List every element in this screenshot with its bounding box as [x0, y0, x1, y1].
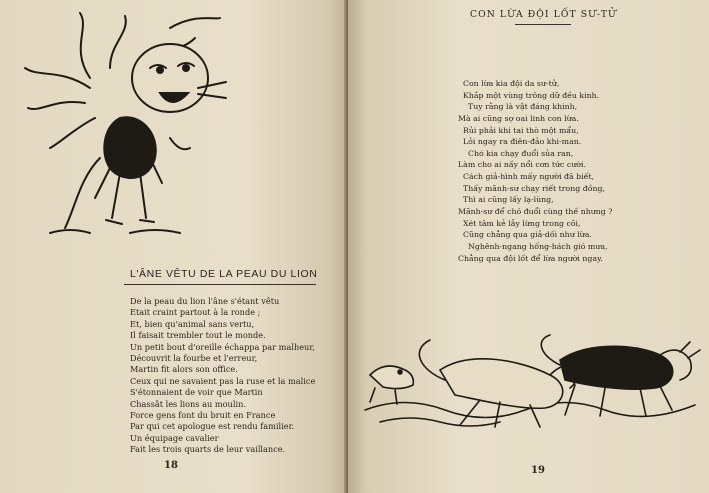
poem-line: Tuy rằng là vật đáng khinh,	[468, 102, 578, 112]
poem-line: Làm cho ai nấy nổi cơn tức cười.	[458, 160, 586, 170]
french-poem-title: L'ÂNE VÊTU DE LA PEAU DU LION	[130, 268, 318, 280]
vietnamese-poem-title: CON LỪA ĐỘI LỐT SƯ-TỬ	[470, 9, 617, 20]
poem-line: Un petit bout d'oreille échappa par malheur,	[130, 341, 315, 352]
poem-line: Mãnh-sư để chó đuổi cùng thế nhưng ?	[458, 207, 613, 217]
poem-line: Chó kia chạy đuổi sủa ran,	[468, 148, 574, 158]
poem-line: Khắp một vùng trông dữ đều kinh.	[463, 90, 600, 100]
animals-chase-illustration	[360, 330, 705, 430]
poem-line: Par qui cet apologue est rendu familier.	[130, 421, 295, 432]
poem-line: Chassât les lions au moulin.	[130, 398, 246, 409]
poem-line: Découvrit la fourbe et l'erreur,	[130, 352, 258, 363]
donkey-in-lion-skin-illustration	[20, 8, 230, 248]
poem-line: Force gens font du bruit en France	[130, 409, 276, 420]
page-number-right: 19	[531, 465, 545, 476]
poem-line: Chẳng qua đội lốt để lừa người ngay.	[458, 253, 603, 263]
poem-line: Il faisait trembler tout le monde.	[130, 330, 266, 341]
poem-line: Con lừa kia đội da sư-tử,	[463, 79, 560, 88]
poem-line: Fait les trois quarts de leur vaillance.	[130, 444, 286, 455]
poem-line: Thì ai cũng lấy lạ-lùng,	[463, 195, 554, 205]
poem-line: Rủi phải khi tai thò một mẩu,	[463, 125, 579, 135]
poem-line: Etait craint partout à la ronde ;	[130, 307, 261, 318]
poem-line: De la peau du lion l'âne s'étant vêtu	[130, 296, 280, 306]
title-underline	[515, 24, 571, 25]
poem-line: Et, bien qu'animal sans vertu,	[130, 318, 255, 329]
poem-line: Martin fit alors son office.	[130, 364, 238, 375]
poem-line: Lỏi ngay ra điên-đảo khi-man.	[463, 137, 582, 147]
poem-line: Nghênh-ngang hống-hách gió mưa,	[468, 241, 608, 251]
title-underline	[124, 284, 316, 285]
poem-line: Thấy mãnh-sư chạy riết trong đồng,	[463, 183, 605, 193]
left-page	[0, 0, 348, 493]
page-number-left: 18	[164, 460, 178, 471]
poem-line: Cách giả-hình mấy người đã biết,	[463, 172, 595, 182]
poem-line: Xét tâm kẻ lẫy lừng trong cõi,	[463, 218, 581, 228]
poem-line: Mà ai cũng sợ oai linh con lừa.	[458, 113, 579, 123]
vietnamese-poem	[458, 78, 618, 264]
poem-line: S'étonnaient de voir que Martin	[130, 387, 263, 398]
french-poem	[130, 296, 335, 455]
poem-line: Cũng chẳng qua giả-dối như lừa.	[463, 230, 592, 240]
poem-line: Un équipage cavalier	[130, 432, 219, 443]
poem-line: Ceux qui ne savaient pas la ruse et la malice	[130, 375, 316, 386]
